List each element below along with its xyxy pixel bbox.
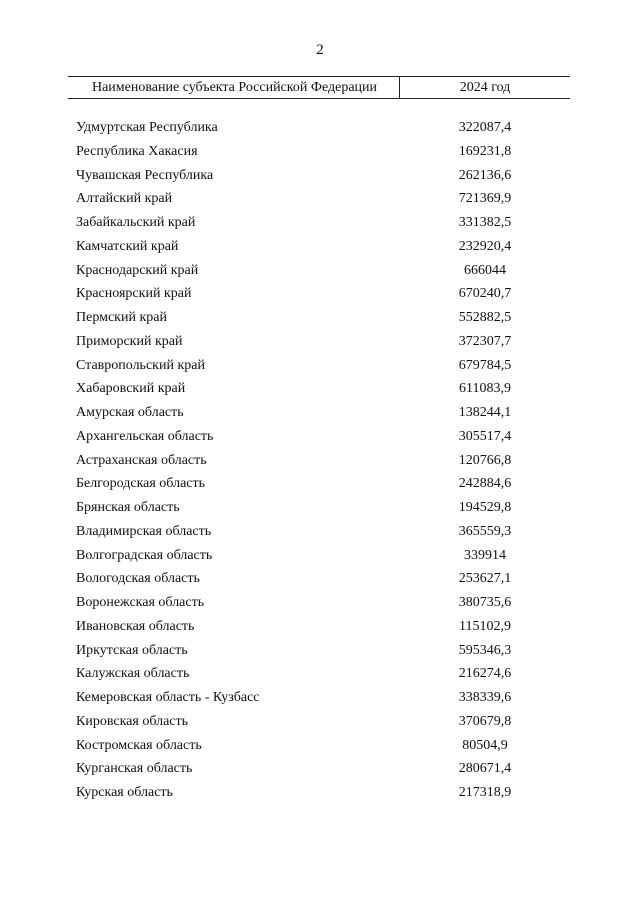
region-value: 138244,1: [458, 405, 512, 420]
region-name: Курганская область: [76, 761, 193, 777]
region-name: Забайкальский край: [76, 215, 196, 230]
table-row: [68, 354, 570, 378]
region-value: 372307,7: [458, 333, 512, 349]
region-name: Удмуртская Республика: [76, 120, 218, 135]
region-value: 666044: [464, 262, 506, 278]
table-row: [68, 449, 570, 473]
region-name: Республика Хакасия: [76, 143, 198, 159]
table-header: [68, 76, 570, 99]
region-name: Алтайский край: [76, 191, 173, 207]
region-name: Курская область: [76, 785, 173, 800]
region-name: Астраханская область: [76, 452, 207, 468]
table-row: [68, 377, 570, 401]
table-row: [68, 520, 570, 544]
region-value: 120766,8: [458, 452, 512, 468]
table-row: [68, 187, 570, 211]
region-value: 331382,5: [458, 215, 512, 230]
region-name: Краснодарский край: [76, 262, 199, 278]
region-value: 262136,6: [458, 167, 512, 183]
table-row: [68, 282, 570, 306]
region-value: 370679,8: [458, 713, 512, 729]
table-row: [68, 734, 570, 758]
region-value: 216274,6: [458, 666, 512, 682]
table-row: [68, 330, 570, 354]
region-name: Вологодская область: [76, 571, 200, 587]
region-value: 169231,8: [458, 143, 512, 159]
region-name: Белгородская область: [76, 476, 206, 492]
region-value: 115102,9: [459, 618, 511, 634]
table-row: [68, 259, 570, 283]
region-name: Ставропольский край: [76, 357, 205, 373]
region-name: Кемеровская область - Кузбасс: [76, 690, 260, 705]
table-row: [68, 544, 570, 568]
table-row: [68, 401, 570, 425]
region-value: 280671,4: [458, 761, 512, 777]
region-value: 80504,9: [462, 737, 508, 753]
table-row: [68, 710, 570, 734]
table-row: [68, 686, 570, 710]
region-name: Владимирская область: [76, 523, 212, 539]
region-value: 338339,6: [458, 690, 512, 705]
region-name: Пермский край: [76, 310, 167, 325]
table-body: [68, 116, 570, 805]
region-value: 339914: [464, 547, 506, 563]
region-value: 194529,8: [458, 500, 512, 515]
region-name: Волгоградская область: [76, 547, 213, 563]
region-name: Брянская область: [76, 500, 180, 515]
region-name: Воронежская область: [76, 595, 205, 610]
region-value: 611083,9: [459, 381, 511, 397]
region-value: 365559,3: [458, 523, 512, 539]
column-header-region: Наименование субъекта Российской Федерации: [68, 77, 400, 98]
region-value: 595346,3: [458, 642, 512, 658]
table-row: [68, 567, 570, 591]
column-header-year: 2024 год: [459, 80, 511, 95]
region-name: Приморский край: [76, 333, 183, 349]
region-value: 679784,5: [458, 357, 512, 373]
table-row: [68, 662, 570, 686]
region-value: 217318,9: [458, 785, 512, 800]
table-row: [68, 639, 570, 663]
table-row: [68, 757, 570, 781]
region-value: 232920,4: [458, 238, 512, 254]
region-value: 552882,5: [458, 310, 512, 325]
region-name: Красноярский край: [76, 286, 192, 302]
allocation-table: [68, 76, 570, 805]
region-name: Амурская область: [76, 405, 184, 420]
table-row: [68, 140, 570, 164]
region-value: 721369,9: [458, 191, 512, 207]
table-row: [68, 116, 570, 140]
region-name: Чувашская Республика: [76, 167, 214, 183]
region-name: Иркутская область: [76, 642, 188, 658]
table-row: [68, 496, 570, 520]
region-value: 242884,6: [458, 476, 512, 492]
table-row: [68, 472, 570, 496]
region-value: 322087,4: [458, 120, 512, 135]
region-name: Ивановская область: [76, 618, 195, 634]
region-name: Калужская область: [76, 666, 190, 682]
region-name: Костромская область: [76, 737, 202, 753]
table-row: [68, 235, 570, 259]
table-row: [68, 591, 570, 615]
table-row: [68, 164, 570, 188]
region-name: Камчатский край: [76, 238, 179, 254]
region-name: Архангельская область: [76, 428, 214, 444]
region-value: 380735,6: [458, 595, 512, 610]
region-name: Кировская область: [76, 713, 189, 729]
page-number: 2: [316, 42, 324, 58]
table-row: [68, 211, 570, 235]
table-row: [68, 306, 570, 330]
region-name: Хабаровский край: [76, 381, 186, 397]
region-value: 253627,1: [458, 571, 512, 587]
table-row: [68, 615, 570, 639]
table-row: [68, 425, 570, 449]
table-row: [68, 781, 570, 805]
region-value: 305517,4: [458, 428, 512, 444]
region-value: 670240,7: [458, 286, 512, 302]
